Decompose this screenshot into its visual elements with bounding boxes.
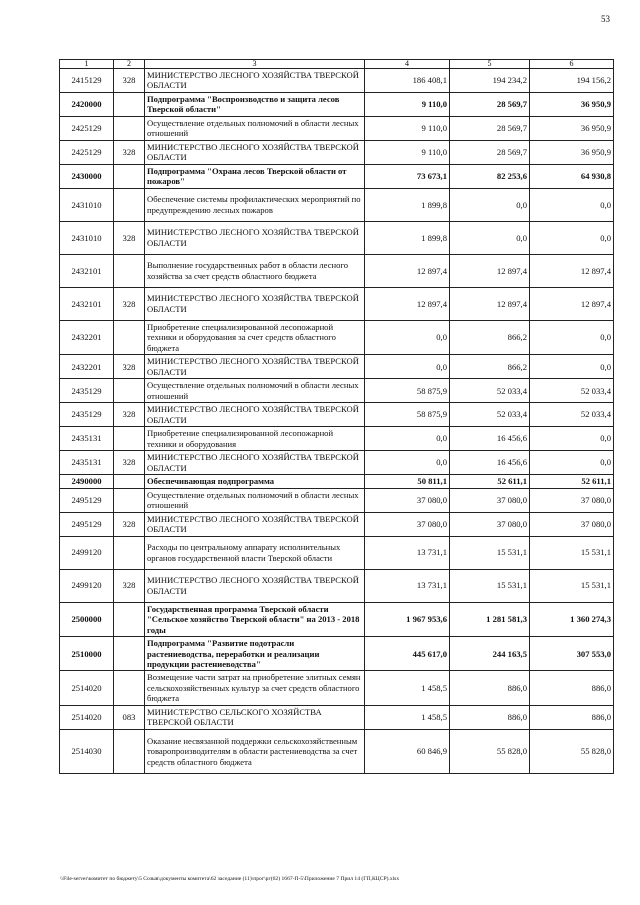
table-row [60, 164, 614, 188]
row-value-2013: 13 731,1 [365, 569, 450, 602]
row-code: 2435131 [60, 451, 114, 475]
row-agency-code [114, 427, 145, 451]
header-cell: 6 [530, 60, 614, 69]
row-value-2013: 73 673,1 [365, 164, 450, 188]
row-value-2015: 12 897,4 [530, 254, 614, 287]
row-value-2014: 244 163,5 [450, 637, 530, 671]
row-value-2015: 15 531,1 [530, 536, 614, 569]
row-value-2013: 13 731,1 [365, 536, 450, 569]
header-cell: 2 [114, 60, 145, 69]
row-value-2015: 12 897,4 [530, 287, 614, 320]
row-value-2014: 82 253,6 [450, 164, 530, 188]
budget-table [59, 59, 614, 774]
row-agency-code [114, 164, 145, 188]
row-value-2015: 37 080,0 [530, 488, 614, 512]
table-row [60, 451, 614, 475]
header-cell: 1 [60, 60, 114, 69]
row-value-2013: 37 080,0 [365, 512, 450, 536]
row-value-2013: 9 110,0 [365, 92, 450, 116]
row-name: Подпрограмма "Воспроизводство и защита лесов Тверской области" [145, 92, 365, 116]
row-name: Осуществление отдельных полномочий в области лесных отношений [145, 116, 365, 140]
row-agency-code: 328 [114, 451, 145, 475]
row-agency-code [114, 92, 145, 116]
row-value-2013: 445 617,0 [365, 637, 450, 671]
row-value-2013: 1 899,8 [365, 188, 450, 221]
row-name: Подпрограмма "Развитие подотрасли растениеводства, переработки и реализации продукции растениеводства" [145, 637, 365, 671]
row-value-2014: 16 456,6 [450, 451, 530, 475]
row-code: 2432101 [60, 254, 114, 287]
table-row [60, 569, 614, 602]
table-row [60, 116, 614, 140]
table-row [60, 512, 614, 536]
file-path-footer: \\File-server\комитет по бюджету\5 Созыв\документы комитета\62 заседание (11)\прог\рг(62) 1667-П-5\Приложение 7 Прил 14 (ГП,КЦСР).xlsx [60, 876, 400, 882]
header-cell: 3 [145, 60, 365, 69]
row-value-2014: 55 828,0 [450, 729, 530, 773]
table-row [60, 705, 614, 729]
row-code: 2500000 [60, 602, 114, 636]
table-row [60, 602, 614, 636]
row-name: МИНИСТЕРСТВО ЛЕСНОГО ХОЗЯЙСТВА ТВЕРСКОЙ ОБЛАСТИ [145, 287, 365, 320]
row-value-2013: 0,0 [365, 451, 450, 475]
row-value-2014: 37 080,0 [450, 512, 530, 536]
row-agency-code: 328 [114, 69, 145, 93]
row-agency-code [114, 488, 145, 512]
row-name: МИНИСТЕРСТВО ЛЕСНОГО ХОЗЯЙСТВА ТВЕРСКОЙ ОБЛАСТИ [145, 355, 365, 379]
row-value-2013: 1 458,5 [365, 671, 450, 705]
row-code: 2499120 [60, 536, 114, 569]
row-name: Расходы по центральному аппарату исполнительных органов государственной власти Тверской области [145, 536, 365, 569]
row-code: 2425129 [60, 116, 114, 140]
row-code: 2514020 [60, 671, 114, 705]
row-value-2015: 36 950,9 [530, 140, 614, 164]
row-name: Приобретение специализированной лесопожарной техники и оборудования [145, 427, 365, 451]
row-value-2014: 52 611,1 [450, 475, 530, 488]
row-value-2014: 28 569,7 [450, 140, 530, 164]
row-value-2013: 9 110,0 [365, 140, 450, 164]
row-value-2015: 0,0 [530, 451, 614, 475]
row-code: 2432201 [60, 355, 114, 379]
row-code: 2435129 [60, 403, 114, 427]
header-cell: 4 [365, 60, 450, 69]
row-code: 2431010 [60, 188, 114, 221]
row-agency-code [114, 671, 145, 705]
table-row [60, 379, 614, 403]
row-code: 2432201 [60, 320, 114, 354]
row-agency-code [114, 254, 145, 287]
row-value-2015: 37 080,0 [530, 512, 614, 536]
row-value-2015: 307 553,0 [530, 637, 614, 671]
row-agency-code: 083 [114, 705, 145, 729]
row-name: МИНИСТЕРСТВО СЕЛЬСКОГО ХОЗЯЙСТВА ТВЕРСКОЙ ОБЛАСТИ [145, 705, 365, 729]
row-value-2014: 0,0 [450, 221, 530, 254]
table-header-row [60, 60, 614, 69]
row-value-2013: 37 080,0 [365, 488, 450, 512]
row-value-2014: 1 281 581,3 [450, 602, 530, 636]
row-name: МИНИСТЕРСТВО ЛЕСНОГО ХОЗЯЙСТВА ТВЕРСКОЙ ОБЛАСТИ [145, 69, 365, 93]
row-value-2015: 52 611,1 [530, 475, 614, 488]
row-value-2015: 0,0 [530, 188, 614, 221]
table-row [60, 637, 614, 671]
row-name: Выполнение государственных работ в области лесного хозяйства за счет средств областного бюджета [145, 254, 365, 287]
row-value-2013: 12 897,4 [365, 287, 450, 320]
table-row [60, 287, 614, 320]
table-row [60, 403, 614, 427]
row-value-2015: 886,0 [530, 671, 614, 705]
row-value-2014: 52 033,4 [450, 403, 530, 427]
row-value-2013: 1 458,5 [365, 705, 450, 729]
page-number: 53 [601, 14, 610, 24]
row-value-2014: 15 531,1 [450, 536, 530, 569]
row-value-2015: 0,0 [530, 320, 614, 354]
table-row [60, 355, 614, 379]
table-row [60, 488, 614, 512]
row-code: 2425129 [60, 140, 114, 164]
row-code: 2499120 [60, 569, 114, 602]
row-name: МИНИСТЕРСТВО ЛЕСНОГО ХОЗЯЙСТВА ТВЕРСКОЙ ОБЛАСТИ [145, 403, 365, 427]
table-row [60, 69, 614, 93]
table-row [60, 427, 614, 451]
row-code: 2495129 [60, 512, 114, 536]
row-value-2013: 9 110,0 [365, 116, 450, 140]
row-agency-code: 328 [114, 569, 145, 602]
row-agency-code [114, 475, 145, 488]
row-value-2014: 886,0 [450, 671, 530, 705]
row-name: Оказание несвязанной поддержки сельскохозяйственным товаропроизводителям в области растениеводства за счет средств областного бюджета [145, 729, 365, 773]
table-row [60, 729, 614, 773]
row-code: 2430000 [60, 164, 114, 188]
row-code: 2431010 [60, 221, 114, 254]
row-agency-code [114, 536, 145, 569]
table-row [60, 92, 614, 116]
row-value-2014: 15 531,1 [450, 569, 530, 602]
row-name: Осуществление отдельных полномочий в области лесных отношений [145, 379, 365, 403]
row-value-2014: 52 033,4 [450, 379, 530, 403]
row-agency-code [114, 729, 145, 773]
row-value-2014: 16 456,6 [450, 427, 530, 451]
row-name: Подпрограмма "Охрана лесов Тверской области от пожаров" [145, 164, 365, 188]
row-value-2013: 0,0 [365, 427, 450, 451]
row-name: Возмещение части затрат на приобретение элитных семян сельскохозяйственных культур за счет средств областного бюджета [145, 671, 365, 705]
row-name: МИНИСТЕРСТВО ЛЕСНОГО ХОЗЯЙСТВА ТВЕРСКОЙ ОБЛАСТИ [145, 140, 365, 164]
row-agency-code [114, 320, 145, 354]
table-row [60, 536, 614, 569]
row-value-2013: 58 875,9 [365, 379, 450, 403]
row-value-2015: 52 033,4 [530, 379, 614, 403]
row-code: 2435131 [60, 427, 114, 451]
row-value-2015: 15 531,1 [530, 569, 614, 602]
row-code: 2432101 [60, 287, 114, 320]
table-row [60, 140, 614, 164]
row-name: МИНИСТЕРСТВО ЛЕСНОГО ХОЗЯЙСТВА ТВЕРСКОЙ ОБЛАСТИ [145, 451, 365, 475]
table-row [60, 671, 614, 705]
row-value-2013: 60 846,9 [365, 729, 450, 773]
row-value-2013: 58 875,9 [365, 403, 450, 427]
row-name: МИНИСТЕРСТВО ЛЕСНОГО ХОЗЯЙСТВА ТВЕРСКОЙ ОБЛАСТИ [145, 512, 365, 536]
row-value-2015: 36 950,9 [530, 92, 614, 116]
row-value-2014: 0,0 [450, 188, 530, 221]
row-agency-code: 328 [114, 221, 145, 254]
row-value-2015: 52 033,4 [530, 403, 614, 427]
table-row [60, 320, 614, 354]
row-value-2015: 0,0 [530, 221, 614, 254]
row-value-2015: 0,0 [530, 427, 614, 451]
row-value-2013: 1 899,8 [365, 221, 450, 254]
table-row [60, 188, 614, 221]
row-name: МИНИСТЕРСТВО ЛЕСНОГО ХОЗЯЙСТВА ТВЕРСКОЙ ОБЛАСТИ [145, 569, 365, 602]
row-name: Приобретение специализированной лесопожарной техники и оборудования за счет средств областного бюджета [145, 320, 365, 354]
row-value-2013: 186 408,1 [365, 69, 450, 93]
row-code: 2415129 [60, 69, 114, 93]
row-value-2013: 1 967 953,6 [365, 602, 450, 636]
row-value-2015: 0,0 [530, 355, 614, 379]
row-name: Осуществление отдельных полномочий в области лесных отношений [145, 488, 365, 512]
row-value-2014: 28 569,7 [450, 116, 530, 140]
row-agency-code [114, 637, 145, 671]
row-agency-code: 328 [114, 140, 145, 164]
row-value-2015: 55 828,0 [530, 729, 614, 773]
row-agency-code [114, 379, 145, 403]
row-agency-code: 328 [114, 512, 145, 536]
row-name: Обеспечивающая подпрограмма [145, 475, 365, 488]
table-row [60, 475, 614, 488]
row-value-2014: 194 234,2 [450, 69, 530, 93]
row-code: 2514020 [60, 705, 114, 729]
row-value-2015: 1 360 274,3 [530, 602, 614, 636]
row-name: МИНИСТЕРСТВО ЛЕСНОГО ХОЗЯЙСТВА ТВЕРСКОЙ ОБЛАСТИ [145, 221, 365, 254]
row-value-2015: 194 156,2 [530, 69, 614, 93]
row-value-2014: 28 569,7 [450, 92, 530, 116]
row-value-2015: 36 950,9 [530, 116, 614, 140]
row-value-2014: 37 080,0 [450, 488, 530, 512]
row-code: 2495129 [60, 488, 114, 512]
table-row [60, 254, 614, 287]
row-value-2013: 50 811,1 [365, 475, 450, 488]
row-code: 2510000 [60, 637, 114, 671]
row-agency-code: 328 [114, 355, 145, 379]
row-value-2013: 0,0 [365, 320, 450, 354]
row-value-2013: 12 897,4 [365, 254, 450, 287]
table-row [60, 221, 614, 254]
row-value-2013: 0,0 [365, 355, 450, 379]
row-agency-code [114, 188, 145, 221]
row-agency-code [114, 116, 145, 140]
row-agency-code [114, 602, 145, 636]
row-code: 2490000 [60, 475, 114, 488]
row-name: Обеспечение системы профилактических мероприятий по предупреждению лесных пожаров [145, 188, 365, 221]
row-agency-code: 328 [114, 403, 145, 427]
row-value-2014: 866,2 [450, 355, 530, 379]
row-code: 2435129 [60, 379, 114, 403]
row-code: 2420000 [60, 92, 114, 116]
row-value-2014: 886,0 [450, 705, 530, 729]
row-value-2014: 866,2 [450, 320, 530, 354]
row-value-2014: 12 897,4 [450, 254, 530, 287]
row-code: 2514030 [60, 729, 114, 773]
row-value-2014: 12 897,4 [450, 287, 530, 320]
row-agency-code: 328 [114, 287, 145, 320]
row-value-2015: 886,0 [530, 705, 614, 729]
row-name: Государственная программа Тверской области "Сельское хозяйство Тверской области" на 2013 - 2018 годы [145, 602, 365, 636]
header-cell: 5 [450, 60, 530, 69]
row-value-2015: 64 930,8 [530, 164, 614, 188]
